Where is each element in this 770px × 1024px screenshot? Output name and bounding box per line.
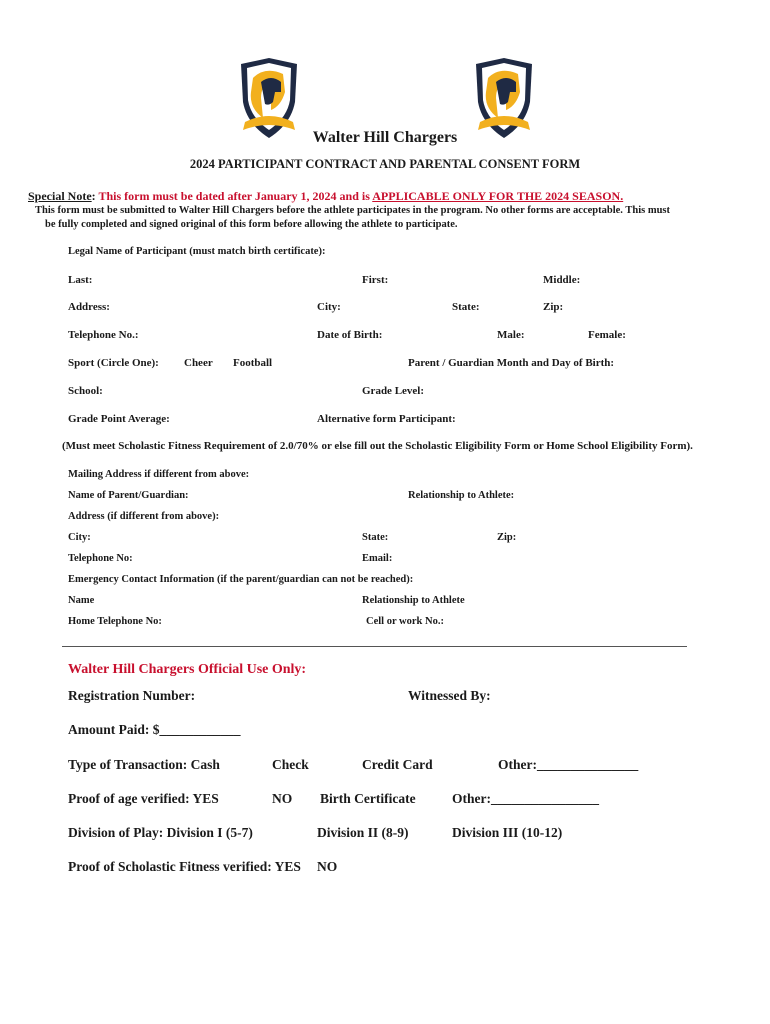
- legal-name-heading: Legal Name of Participant (must match birth certificate):: [68, 246, 326, 257]
- alt-form-label: Alternative form Participant:: [317, 413, 456, 425]
- section-divider: [62, 646, 687, 647]
- special-note: [28, 189, 623, 204]
- notice-line-2: be fully completed and signed original of this form before allowing the athlete to participate.: [45, 219, 458, 230]
- transaction-credit-card-option: Credit Card: [362, 757, 433, 772]
- zip-label: Zip:: [543, 301, 564, 313]
- transaction-check-option: Check: [272, 757, 309, 772]
- chargers-knight-shield-logo-left: [235, 58, 303, 140]
- sport-label: Sport (Circle One):: [68, 357, 159, 369]
- male-label: Male:: [497, 329, 525, 341]
- last-name-label: Last:: [68, 274, 93, 286]
- emergency-name-label: Name: [68, 595, 95, 606]
- proof-other-field: Other:________________: [452, 791, 599, 806]
- scholastic-verified-no-option: NO: [317, 859, 338, 874]
- email-label: Email:: [362, 553, 393, 564]
- notice-line-1: This form must be submitted to Walter Hill Chargers before the athlete participates in the program. No other forms are acceptable. This must: [35, 205, 670, 216]
- special-note-colon: :: [91, 189, 96, 203]
- special-note-label: Special Note: [28, 189, 92, 203]
- parent-name-label: Name of Parent/Guardian:: [68, 490, 189, 501]
- emergency-relationship-label: Relationship to Athlete: [362, 595, 465, 606]
- division-3-option: Division III (10-12): [452, 825, 563, 840]
- proof-of-age-no-option: NO: [272, 791, 293, 806]
- official-use-heading: Walter Hill Chargers Official Use Only:: [68, 662, 307, 677]
- scholastic-verified-label: Proof of Scholastic Fitness verified: YES: [68, 859, 301, 874]
- division-1-option: Division of Play: Division I (5-7): [68, 825, 253, 840]
- transaction-other-field: Other:_______________: [498, 757, 639, 772]
- grade-level-label: Grade Level:: [362, 385, 425, 397]
- emergency-heading: Emergency Contact Information (if the parent/guardian can not be reached):: [68, 574, 414, 585]
- address-label: Address:: [68, 301, 110, 313]
- middle-name-label: Middle:: [543, 274, 581, 286]
- parent-birthday-label: Parent / Guardian Month and Day of Birth:: [408, 357, 615, 369]
- registration-number-label: Registration Number:: [68, 688, 196, 703]
- org-name: Walter Hill Chargers: [312, 129, 458, 146]
- birth-certificate-option: Birth Certificate: [320, 791, 416, 806]
- city-label: City:: [317, 301, 341, 313]
- mailing-city-label: City:: [68, 532, 91, 543]
- school-label: School:: [68, 385, 103, 397]
- witnessed-by-label: Witnessed By:: [408, 688, 491, 703]
- state-label: State:: [452, 301, 480, 313]
- home-phone-label: Home Telephone No:: [68, 616, 162, 627]
- female-label: Female:: [588, 329, 626, 341]
- division-2-option: Division II (8-9): [317, 825, 409, 840]
- chargers-knight-shield-logo-right: [470, 58, 538, 140]
- mailing-address-label: Address (if different from above):: [68, 511, 220, 522]
- transaction-type-label: Type of Transaction: Cash: [68, 757, 220, 772]
- mailing-zip-label: Zip:: [497, 532, 517, 543]
- mailing-state-label: State:: [362, 532, 389, 543]
- special-note-red-text: This form must be dated after January 1, 2024 and is: [95, 189, 373, 203]
- gpa-label: Grade Point Average:: [68, 413, 170, 425]
- mailing-heading: Mailing Address if different from above:: [68, 469, 250, 480]
- mailing-telephone-label: Telephone No:: [68, 553, 133, 564]
- telephone-label: Telephone No.:: [68, 329, 139, 341]
- relationship-label: Relationship to Athlete:: [408, 490, 515, 501]
- special-note-season: APPLICABLE ONLY FOR THE 2024 SEASON.: [372, 189, 624, 203]
- sport-football-option: Football: [233, 357, 273, 369]
- amount-paid-label: Amount Paid: $____________: [68, 722, 241, 737]
- form-title: 2024 PARTICIPANT CONTRACT AND PARENTAL CONSENT FORM: [189, 157, 581, 171]
- cell-phone-label: Cell or work No.:: [366, 616, 444, 627]
- dob-label: Date of Birth:: [317, 329, 383, 341]
- scholastic-note: (Must meet Scholastic Fitness Requirement of 2.0/70% or else fill out the Scholastic Eligibility Form or Home School Eligibility Form).: [62, 440, 693, 452]
- sport-cheer-option: Cheer: [184, 357, 213, 369]
- proof-of-age-label: Proof of age verified: YES: [68, 791, 219, 806]
- first-name-label: First:: [362, 274, 389, 286]
